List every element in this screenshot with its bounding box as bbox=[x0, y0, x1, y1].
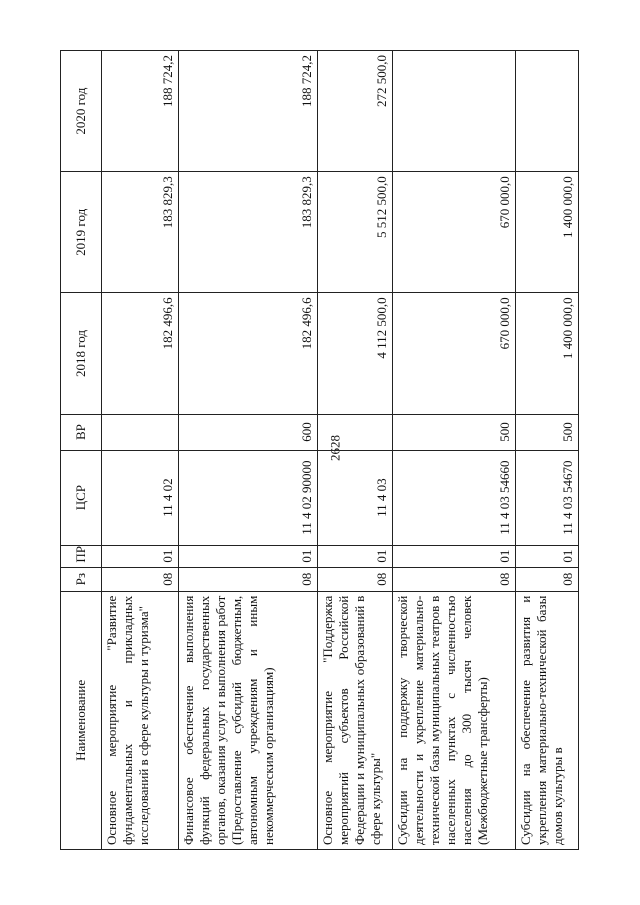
row-csr: 11 4 03 bbox=[318, 450, 393, 545]
row-vr bbox=[102, 414, 179, 450]
header-2018: 2018 год bbox=[61, 293, 102, 414]
row-2020: 272 500,0 bbox=[318, 51, 393, 172]
header-pr: ПР bbox=[61, 545, 102, 567]
row-2020: 188 724,2 bbox=[102, 51, 179, 172]
row-2018: 182 496,6 bbox=[179, 293, 318, 414]
row-2018: 1 400 000,0 bbox=[516, 293, 579, 414]
row-2019: 183 829,3 bbox=[179, 172, 318, 293]
row-name: Финансовое обеспечение выполнения функций федеральных государственных органов, оказания услуг и выполнения работ (Предоставление субсидий бюджетным, автономным учреждениям и иным некоммерческим организациям) bbox=[179, 591, 318, 849]
header-2019: 2019 год bbox=[61, 172, 102, 293]
header-rz: Рз bbox=[61, 567, 102, 591]
row-pr: 01 bbox=[393, 545, 516, 567]
row-2018: 670 000,0 bbox=[393, 293, 516, 414]
row-name: Субсидии на обеспечение развития и укрепления материально-технической базы домов культуры в bbox=[516, 591, 579, 849]
table-header-row bbox=[61, 51, 102, 850]
row-vr: 500 bbox=[516, 414, 579, 450]
row-2019: 670 000,0 bbox=[393, 172, 516, 293]
row-csr: 11 4 03 54670 bbox=[516, 450, 579, 545]
page-number: 2628 bbox=[327, 435, 343, 461]
row-rz: 08 bbox=[179, 567, 318, 591]
row-2020 bbox=[393, 51, 516, 172]
row-rz: 08 bbox=[393, 567, 516, 591]
table-row bbox=[179, 51, 318, 850]
row-2019: 1 400 000,0 bbox=[516, 172, 579, 293]
row-csr: 11 4 02 90000 bbox=[179, 450, 318, 545]
row-rz: 08 bbox=[516, 567, 579, 591]
header-vr: ВР bbox=[61, 414, 102, 450]
table-row bbox=[102, 51, 179, 850]
row-name: Основное мероприятие "Поддержка мероприятий субъектов Российской Федерации и муниципальных образований в сфере культуры" bbox=[318, 591, 393, 849]
header-name: Наименование bbox=[61, 591, 102, 849]
budget-table bbox=[60, 50, 579, 850]
budget-table-rotated bbox=[60, 50, 600, 850]
row-pr: 01 bbox=[516, 545, 579, 567]
row-pr: 01 bbox=[318, 545, 393, 567]
row-csr: 11 4 03 54660 bbox=[393, 450, 516, 545]
row-2019: 5 512 500,0 bbox=[318, 172, 393, 293]
table-row bbox=[516, 51, 579, 850]
row-2018: 4 112 500,0 bbox=[318, 293, 393, 414]
row-rz: 08 bbox=[318, 567, 393, 591]
row-2018: 182 496,6 bbox=[102, 293, 179, 414]
row-vr: 500 bbox=[393, 414, 516, 450]
row-vr: 600 bbox=[179, 414, 318, 450]
row-2020 bbox=[516, 51, 579, 172]
row-name: Субсидии на поддержку творческой деятельности и укрепление материально-технической базы муниципальных театров в населенных пунктах с численностью населения до 300 тысяч человек (Межбюджетные трансферты) bbox=[393, 591, 516, 849]
header-csr: ЦСР bbox=[61, 450, 102, 545]
row-2019: 183 829,3 bbox=[102, 172, 179, 293]
row-csr: 11 4 02 bbox=[102, 450, 179, 545]
table-row bbox=[393, 51, 516, 850]
row-pr: 01 bbox=[179, 545, 318, 567]
row-name: Основное мероприятие "Развитие фундаментальных и прикладных исследований в сфере культуры и туризма" bbox=[102, 591, 179, 849]
header-2020: 2020 год bbox=[61, 51, 102, 172]
row-2020: 188 724,2 bbox=[179, 51, 318, 172]
row-vr bbox=[318, 414, 393, 450]
row-rz: 08 bbox=[102, 567, 179, 591]
row-pr: 01 bbox=[102, 545, 179, 567]
table-row bbox=[318, 51, 393, 850]
